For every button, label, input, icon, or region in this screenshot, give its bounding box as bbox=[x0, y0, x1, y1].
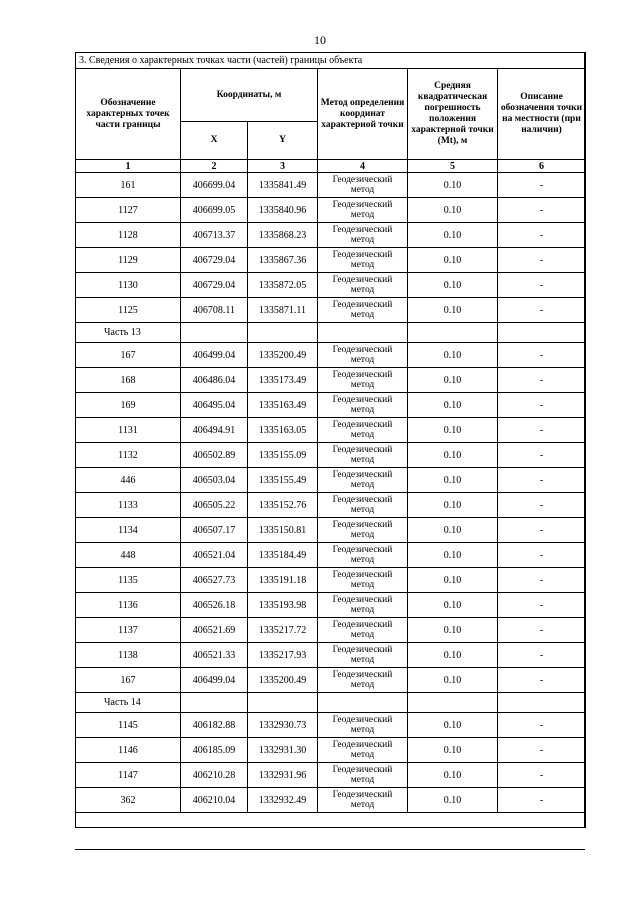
accuracy-value: 0.10 bbox=[408, 418, 498, 443]
empty-cell bbox=[181, 323, 248, 343]
column-number: 4 bbox=[318, 160, 408, 173]
column-number: 6 bbox=[498, 160, 586, 173]
description-value: - bbox=[498, 273, 586, 298]
coordinate-y: 1335868.23 bbox=[248, 223, 318, 248]
coordinate-x: 406499.04 bbox=[181, 343, 248, 368]
point-designation: 1138 bbox=[76, 643, 181, 668]
coordinate-x: 406708.11 bbox=[181, 298, 248, 323]
coordinate-x: 406210.04 bbox=[181, 788, 248, 813]
method-text: Геодезический метод bbox=[332, 175, 393, 195]
coordinate-x: 406699.05 bbox=[181, 198, 248, 223]
point-designation: 1136 bbox=[76, 593, 181, 618]
empty-cell bbox=[318, 323, 408, 343]
coordinate-y: 1335840.96 bbox=[248, 198, 318, 223]
empty-cell bbox=[408, 693, 498, 713]
coordinate-y: 1335191.18 bbox=[248, 568, 318, 593]
description-value: - bbox=[498, 568, 586, 593]
coordinate-y: 1335200.49 bbox=[248, 343, 318, 368]
point-designation: 168 bbox=[76, 368, 181, 393]
accuracy-value: 0.10 bbox=[408, 518, 498, 543]
coordinate-x: 406526.18 bbox=[181, 593, 248, 618]
table-row bbox=[76, 493, 586, 518]
point-designation: 1135 bbox=[76, 568, 181, 593]
empty-row bbox=[76, 813, 586, 828]
part-label: Часть 14 bbox=[76, 693, 181, 713]
method-text: Геодезический метод bbox=[332, 790, 393, 810]
method-cell bbox=[318, 738, 408, 763]
table-row bbox=[76, 713, 586, 738]
coordinate-x: 406502.89 bbox=[181, 443, 248, 468]
method-text: Геодезический метод bbox=[332, 520, 393, 540]
point-designation: 362 bbox=[76, 788, 181, 813]
accuracy-value: 0.10 bbox=[408, 443, 498, 468]
empty-cell bbox=[498, 323, 586, 343]
method-text: Геодезический метод bbox=[332, 620, 393, 640]
point-designation: 1145 bbox=[76, 713, 181, 738]
point-designation: 1132 bbox=[76, 443, 181, 468]
coordinate-y: 1335871.11 bbox=[248, 298, 318, 323]
coordinate-y: 1335841.49 bbox=[248, 173, 318, 198]
table-body bbox=[76, 173, 586, 813]
description-value: - bbox=[498, 668, 586, 693]
description-value: - bbox=[498, 763, 586, 788]
coordinate-y: 1335867.36 bbox=[248, 248, 318, 273]
method-text: Геодезический метод bbox=[332, 225, 393, 245]
method-cell bbox=[318, 543, 408, 568]
point-designation: 1137 bbox=[76, 618, 181, 643]
empty-cell bbox=[181, 693, 248, 713]
coordinate-x: 406521.04 bbox=[181, 543, 248, 568]
method-cell bbox=[318, 223, 408, 248]
description-value: - bbox=[498, 223, 586, 248]
accuracy-value: 0.10 bbox=[408, 543, 498, 568]
table-row bbox=[76, 518, 586, 543]
table-row bbox=[76, 343, 586, 368]
section-title-row bbox=[76, 53, 586, 69]
table-row bbox=[76, 368, 586, 393]
coordinate-y: 1332932.49 bbox=[248, 788, 318, 813]
method-text: Геодезический метод bbox=[332, 495, 393, 515]
header-description: Описание обозначения точки на местности (при наличии) bbox=[498, 69, 586, 160]
column-numbers-row bbox=[76, 160, 586, 173]
method-cell bbox=[318, 493, 408, 518]
method-cell bbox=[318, 418, 408, 443]
coordinate-x: 406185.09 bbox=[181, 738, 248, 763]
coordinate-y: 1335163.05 bbox=[248, 418, 318, 443]
coordinate-y: 1335184.49 bbox=[248, 543, 318, 568]
coordinate-x: 406527.73 bbox=[181, 568, 248, 593]
table-row bbox=[76, 418, 586, 443]
method-text: Геодезический метод bbox=[332, 595, 393, 615]
empty-cell bbox=[408, 323, 498, 343]
method-text: Геодезический метод bbox=[332, 545, 393, 565]
coordinate-x: 406729.04 bbox=[181, 248, 248, 273]
coordinate-y: 1335150.81 bbox=[248, 518, 318, 543]
accuracy-value: 0.10 bbox=[408, 618, 498, 643]
coordinate-y: 1335155.09 bbox=[248, 443, 318, 468]
table-row bbox=[76, 618, 586, 643]
header-method: Метод определения координат характерной точки bbox=[318, 69, 408, 160]
method-cell bbox=[318, 468, 408, 493]
coordinate-y: 1335872.05 bbox=[248, 273, 318, 298]
accuracy-value: 0.10 bbox=[408, 788, 498, 813]
method-text: Геодезический метод bbox=[332, 670, 393, 690]
accuracy-value: 0.10 bbox=[408, 223, 498, 248]
table-row bbox=[76, 393, 586, 418]
header-y: Y bbox=[248, 122, 318, 160]
table-row bbox=[76, 543, 586, 568]
coordinate-x: 406713.37 bbox=[181, 223, 248, 248]
method-text: Геодезический метод bbox=[332, 200, 393, 220]
table-row bbox=[76, 668, 586, 693]
accuracy-value: 0.10 bbox=[408, 668, 498, 693]
method-cell bbox=[318, 643, 408, 668]
point-designation: 1127 bbox=[76, 198, 181, 223]
method-cell bbox=[318, 273, 408, 298]
coordinate-y: 1335173.49 bbox=[248, 368, 318, 393]
accuracy-value: 0.10 bbox=[408, 273, 498, 298]
method-cell bbox=[318, 198, 408, 223]
method-text: Геодезический метод bbox=[332, 395, 393, 415]
coordinate-y: 1335152.76 bbox=[248, 493, 318, 518]
method-cell bbox=[318, 248, 408, 273]
method-cell bbox=[318, 593, 408, 618]
accuracy-value: 0.10 bbox=[408, 738, 498, 763]
table-row bbox=[76, 248, 586, 273]
point-designation: 1129 bbox=[76, 248, 181, 273]
description-value: - bbox=[498, 543, 586, 568]
coordinate-x: 406494.91 bbox=[181, 418, 248, 443]
accuracy-value: 0.10 bbox=[408, 393, 498, 418]
part-header-row bbox=[76, 693, 586, 713]
method-text: Геодезический метод bbox=[332, 345, 393, 365]
method-cell bbox=[318, 518, 408, 543]
empty-cell bbox=[248, 323, 318, 343]
table-row bbox=[76, 443, 586, 468]
header-designation: Обозначение характерных точек части границы bbox=[76, 69, 181, 160]
coordinate-y: 1335155.49 bbox=[248, 468, 318, 493]
coordinate-x: 406521.69 bbox=[181, 618, 248, 643]
table-row bbox=[76, 223, 586, 248]
method-cell bbox=[318, 368, 408, 393]
description-value: - bbox=[498, 788, 586, 813]
footer-divider bbox=[75, 849, 585, 850]
description-value: - bbox=[498, 173, 586, 198]
empty-cell bbox=[248, 693, 318, 713]
header-accuracy: Средняя квадратическая погрешность положения характерной точки (Mt), м bbox=[408, 69, 498, 160]
section-title: 3. Сведения о характерных точках части (частей) границы объекта bbox=[76, 53, 586, 69]
table-row bbox=[76, 643, 586, 668]
method-text: Геодезический метод bbox=[332, 445, 393, 465]
coordinate-y: 1335200.49 bbox=[248, 668, 318, 693]
empty-cell bbox=[498, 693, 586, 713]
description-value: - bbox=[498, 393, 586, 418]
table-row bbox=[76, 738, 586, 763]
description-value: - bbox=[498, 618, 586, 643]
point-designation: 167 bbox=[76, 668, 181, 693]
method-cell bbox=[318, 713, 408, 738]
characteristic-points-table bbox=[75, 52, 586, 828]
coordinate-x: 406503.04 bbox=[181, 468, 248, 493]
header-coordinates: Координаты, м bbox=[181, 69, 318, 122]
coordinate-x: 406729.04 bbox=[181, 273, 248, 298]
description-value: - bbox=[498, 443, 586, 468]
accuracy-value: 0.10 bbox=[408, 643, 498, 668]
point-designation: 448 bbox=[76, 543, 181, 568]
table-row bbox=[76, 173, 586, 198]
description-value: - bbox=[498, 593, 586, 618]
accuracy-value: 0.10 bbox=[408, 368, 498, 393]
method-cell bbox=[318, 343, 408, 368]
coordinate-y: 1335163.49 bbox=[248, 393, 318, 418]
method-text: Геодезический метод bbox=[332, 250, 393, 270]
header-x: X bbox=[181, 122, 248, 160]
table-row bbox=[76, 763, 586, 788]
point-designation: 1146 bbox=[76, 738, 181, 763]
method-cell bbox=[318, 443, 408, 468]
coordinate-x: 406699.04 bbox=[181, 173, 248, 198]
point-designation: 1128 bbox=[76, 223, 181, 248]
point-designation: 161 bbox=[76, 173, 181, 198]
method-cell bbox=[318, 298, 408, 323]
table-row bbox=[76, 593, 586, 618]
accuracy-value: 0.10 bbox=[408, 493, 498, 518]
description-value: - bbox=[498, 518, 586, 543]
coordinate-x: 406507.17 bbox=[181, 518, 248, 543]
coordinate-y: 1335217.93 bbox=[248, 643, 318, 668]
point-designation: 1130 bbox=[76, 273, 181, 298]
coordinate-x: 406210.28 bbox=[181, 763, 248, 788]
method-text: Геодезический метод bbox=[332, 570, 393, 590]
description-value: - bbox=[498, 368, 586, 393]
table-row bbox=[76, 788, 586, 813]
table-row bbox=[76, 198, 586, 223]
part-label: Часть 13 bbox=[76, 323, 181, 343]
method-text: Геодезический метод bbox=[332, 420, 393, 440]
method-text: Геодезический метод bbox=[332, 715, 393, 735]
point-designation: 167 bbox=[76, 343, 181, 368]
method-text: Геодезический метод bbox=[332, 275, 393, 295]
description-value: - bbox=[498, 343, 586, 368]
table-row bbox=[76, 468, 586, 493]
method-text: Геодезический метод bbox=[332, 765, 393, 785]
point-designation: 1134 bbox=[76, 518, 181, 543]
coordinate-x: 406505.22 bbox=[181, 493, 248, 518]
description-value: - bbox=[498, 298, 586, 323]
method-text: Геодезический метод bbox=[332, 370, 393, 390]
description-value: - bbox=[498, 713, 586, 738]
point-designation: 1147 bbox=[76, 763, 181, 788]
table-row bbox=[76, 568, 586, 593]
description-value: - bbox=[498, 198, 586, 223]
table-tail bbox=[76, 813, 586, 828]
point-designation: 1125 bbox=[76, 298, 181, 323]
column-number: 2 bbox=[181, 160, 248, 173]
point-designation: 1131 bbox=[76, 418, 181, 443]
accuracy-value: 0.10 bbox=[408, 468, 498, 493]
method-text: Геодезический метод bbox=[332, 645, 393, 665]
coordinate-y: 1332930.73 bbox=[248, 713, 318, 738]
method-cell bbox=[318, 788, 408, 813]
header-row-1 bbox=[76, 69, 586, 122]
accuracy-value: 0.10 bbox=[408, 343, 498, 368]
coordinate-x: 406499.04 bbox=[181, 668, 248, 693]
accuracy-value: 0.10 bbox=[408, 763, 498, 788]
point-designation: 169 bbox=[76, 393, 181, 418]
table-row bbox=[76, 273, 586, 298]
page-number: 10 bbox=[314, 33, 326, 47]
coordinate-y: 1332931.96 bbox=[248, 763, 318, 788]
method-text: Геодезический метод bbox=[332, 300, 393, 320]
empty-cell bbox=[76, 813, 586, 828]
method-cell bbox=[318, 668, 408, 693]
method-text: Геодезический метод bbox=[332, 470, 393, 490]
method-cell bbox=[318, 568, 408, 593]
description-value: - bbox=[498, 418, 586, 443]
part-header-row bbox=[76, 323, 586, 343]
accuracy-value: 0.10 bbox=[408, 713, 498, 738]
accuracy-value: 0.10 bbox=[408, 173, 498, 198]
accuracy-value: 0.10 bbox=[408, 198, 498, 223]
accuracy-value: 0.10 bbox=[408, 248, 498, 273]
accuracy-value: 0.10 bbox=[408, 568, 498, 593]
accuracy-value: 0.10 bbox=[408, 593, 498, 618]
description-value: - bbox=[498, 643, 586, 668]
column-number: 5 bbox=[408, 160, 498, 173]
description-value: - bbox=[498, 738, 586, 763]
column-number: 1 bbox=[76, 160, 181, 173]
coordinate-x: 406486.04 bbox=[181, 368, 248, 393]
coordinate-y: 1335217.72 bbox=[248, 618, 318, 643]
method-cell bbox=[318, 763, 408, 788]
coordinate-x: 406521.33 bbox=[181, 643, 248, 668]
empty-cell bbox=[318, 693, 408, 713]
column-number: 3 bbox=[248, 160, 318, 173]
description-value: - bbox=[498, 493, 586, 518]
accuracy-value: 0.10 bbox=[408, 298, 498, 323]
method-cell bbox=[318, 618, 408, 643]
point-designation: 446 bbox=[76, 468, 181, 493]
coordinate-x: 406495.04 bbox=[181, 393, 248, 418]
point-designation: 1133 bbox=[76, 493, 181, 518]
table-row bbox=[76, 298, 586, 323]
coordinate-x: 406182.88 bbox=[181, 713, 248, 738]
coordinate-y: 1332931.30 bbox=[248, 738, 318, 763]
method-text: Геодезический метод bbox=[332, 740, 393, 760]
method-cell bbox=[318, 393, 408, 418]
coordinate-y: 1335193.98 bbox=[248, 593, 318, 618]
description-value: - bbox=[498, 248, 586, 273]
description-value: - bbox=[498, 468, 586, 493]
method-cell bbox=[318, 173, 408, 198]
